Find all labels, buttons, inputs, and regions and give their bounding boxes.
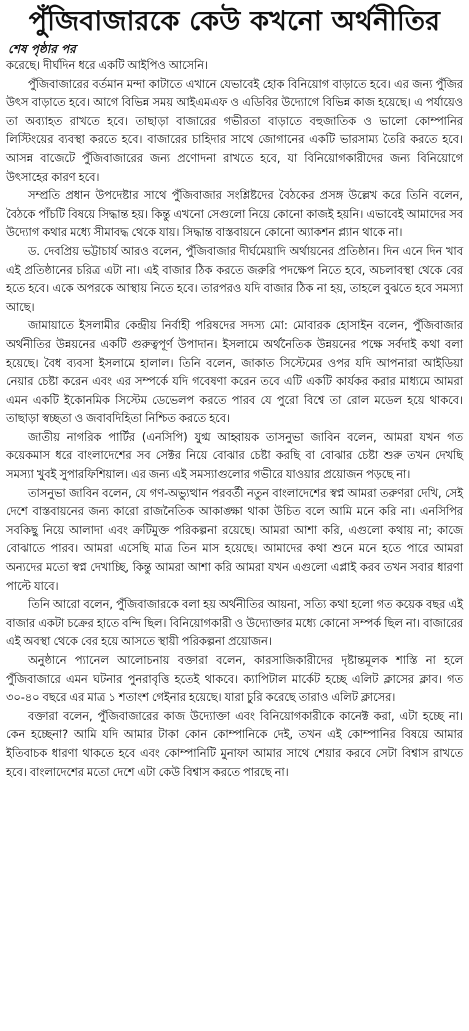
article-paragraph: জামায়াতে ইসলামীর কেন্দ্রীয় নির্বাহী পরিষদের সদস্য মো: মোবারক হোসাইন বলেন, পুঁজিবাজার অর্থনীতির উন্নয়নের একটি গুরুত্বপূর্ণ উপাদান। ইসলামে অর্থনৈতিক উন্নয়নের পক্ষে সর্বদাই কথা বলা হয়েছে। বৈধ ব্যবসা ইসলামে হালাল। তিনি বলেন, জাকাত সিস্টেমের ওপর যদি আপনারা আইডিয়া নেয়ার চেষ্টা করেন এবং এর সম্পর্কে যদি গবেষণা করেন তবে এটি একটি কার্যকর করার মাধ্যমে আমরা এমন একটি ইকোনমিক সিস্টেম ডেভেলপ করতে পারব যে পুরো বিশ্বে তা রোল মডেল হয়ে থাকবে। তাছাড়া স্বচ্ছতা ও জবাবদিহিতা নিশ্চিত করতে হবে।	[6, 319, 463, 426]
article-paragraph: ড. দেবপ্রিয় ভট্টাচার্য আরও বলেন, পুঁজিবাজার দীর্ঘমেয়াদি অর্থায়নের প্রতিষ্ঠান। দিন এনে দিন খাব এই প্রতিষ্ঠানের চরিত্র এটা না। এই বাজার ঠিক করতে জরুরি পদক্ষেপ নিতে হবে, অচলাবস্থা থেকে বের হতে হবে। একে অপরকে আস্থায় নিতে হবে। তারপরও যদি বাজার ঠিক না হয়, তাহলে বুঝতে হবে সমস্যা আছে।	[6, 244, 463, 314]
article-headline: পুঁজিবাজারকে কেউ কখনো অর্থনীতির	[28, 6, 441, 37]
article-paragraph: সম্প্রতি প্রধান উপদেষ্টার সাথে পুঁজিবাজার সংশ্লিষ্টদের বৈঠকের প্রসঙ্গ উল্লেখ করে তিনি বলেন, বৈঠকে পাঁচটি বিষয়ে সিদ্ধান্ত হয়। কিন্তু এখনো সেগুলো নিয়ে কোনো কাজই হয়নি। এভাবেই আমাদের সব উদ্যোগ কথার মধ্যে সীমাবদ্ধ থেকে যায়। সিদ্ধান্ত বাস্তবায়নে কোনো অ্যাকশন প্ল্যান থাকে না।	[6, 189, 463, 240]
article-paragraph: অনুষ্ঠানে প্যানেল আলোচনায় বক্তারা বলেন, কারসাজিকারীদের দৃষ্টান্তমূলক শাস্তি না হলে পুঁজিবাজারে এমন ঘটনার পুনরাবৃত্তি হতেই থাকবে। ক্যাপিটাল মার্কেট হচ্ছে এলিট ক্লাসের ক্লাব। গত ৩০-৪০ বছরে এর মাত্র ১ শতাংশ গেইনার হয়েছে। যারা চুরি করেছে তারাও এলিট ক্লাসের।	[6, 654, 463, 705]
article-paragraph: করেছে। দীর্ঘদিন ধরে একটি আইপিও আসেনি।	[6, 59, 209, 72]
article-paragraph: বক্তারা বলেন, পুঁজিবাজারের কাজ উদ্যোক্তা এবং বিনিয়োগকারীকে কানেক্ট করা, এটা হচ্ছে না। কেন হচ্ছেনা? আমি যদি আমার টাকা কোন কোম্পানিকে দেই, তখন এই কোম্পানির বিষয়ে আমার ইতিবাচক ধারণা থাকতে হবে এবং কোম্পানিটি মুনাফা আমার সাথে শেয়ার করবে সেটা বিশ্বাস রাখতে হবে। বাংলাদেশের মতো দেশে এটা কেউ বিশ্বাস করতে পারছে না।	[6, 709, 463, 779]
continued-from-label: শেষ পৃষ্ঠার পর	[8, 42, 76, 56]
article-paragraph: পুঁজিবাজারের বর্তমান মন্দা কাটাতে এখানে যেভাবেই হোক বিনিয়োগ বাড়াতে হবে। এর জন্য পুঁজির উৎস বাড়াতে হবে। আগে বিভিন্ন সময় আইএমএফ ও এডিবির উদ্যোগে বিভিন্ন কাজ হয়েছে। এ পর্যায়েও তা অব্যাহত রাখতে হবে। তাছাড়া বাজারের গভীরতা বাড়াতে বহুজাতিক ও ভালো কোম্পানির লিস্টিংয়ের ব্যবস্থা করতে হবে। বাজারের চাহিদার সাথে জোগানের একটি ভারসাম্য তৈরি করতে হবে। আসন্ন বাজেটে পুঁজিবাজারের জন্য প্রণোদনা রাখতে হবে, যা বিনিয়োগকারীদের জন্য বিনিয়োগে উৎসাহের কারণ হবে।	[6, 77, 463, 184]
article-body	[6, 57, 463, 782]
article-paragraph: জাতীয় নাগরিক পার্টির (এনসিপি) যুগ্ম আহ্বায়ক তাসনুভা জাবিন বলেন, আমরা যখন গত কয়েকমাস ধরে বাংলাদেশের সব সেক্টর নিয়ে বোঝার চেষ্টা করছি বা বোঝার চেষ্টা শুরু তখন দেখছি সমস্যা খুবই সুপারফিশিয়াল। এর জন্য এই সমস্যাগুলোর গভীরে যাওয়ার প্রয়োজন পড়ছে না।	[6, 430, 463, 482]
article-paragraph: তাসনুভা জাবিন বলেন, যে গণ-অভ্যুত্থান পরবর্তী নতুন বাংলাদেশের স্বপ্ন আমরা তরুণরা দেখি, সেই দেশে বাস্তবায়নের জন্য কারো রাজনৈতিক আকাঙ্ক্ষা থাকা উচিত বলে আমি মনে করি না। এনসিপির সবকিছু নিয়ে আলাদা এবং ক্রটিমুক্ত পরিকল্পনা রয়েছে। আমরা আশা করি, এগুলো কথায় না; কাজে বোঝাতে পারব। আমরা এসেছি মাত্র তিন মাস হয়েছে। আমাদের কথা শুনে মনে হতে পারে আমরা অন্যদের মতো স্বপ্ন দেখাচ্ছি, কিন্তু আমরা আশা করি আমরা যখন এগুলো এপ্লাই করব তখন সবার ধারণা পাল্টে যাবে।	[6, 486, 463, 593]
article-paragraph: তিনি আরো বলেন, পুঁজিবাজারকে বলা হয় অর্থনীতির আয়না, সত্যি কথা হলো গত কয়েক বছর এই বাজার একটা চক্রের হাতে বন্দি ছিল। বিনিয়োগকারী ও উদ্যোক্তার মধ্যে কোনো সম্পর্ক ছিল না। বাজারের এই অবস্থা থেকে বের হয়ে আসতে স্থায়ী পরিকল্পনা প্রয়োজন।	[6, 598, 463, 649]
